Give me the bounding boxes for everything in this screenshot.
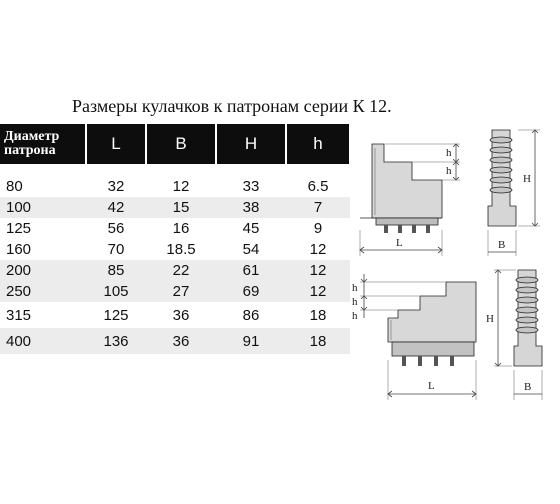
cell-L: 105 (86, 281, 146, 302)
dim-B-bottom: B (524, 381, 532, 393)
cell-diameter: 80 (6, 178, 23, 195)
dim-h-b3: h (352, 310, 358, 322)
cell-diameter: 315 (6, 306, 32, 324)
cell-diameter: 250 (0, 281, 86, 302)
cell-B: 16 (172, 220, 190, 237)
dim-L-bottom: L (428, 380, 435, 392)
cell-H: 91 (216, 328, 286, 354)
cell-H: 61 (216, 260, 286, 281)
header-H: H (216, 124, 286, 164)
jaw-side-view-bottom (352, 274, 476, 400)
cell-B: 22 (146, 260, 216, 281)
cell-B: 18.5 (166, 241, 196, 258)
header-h: h (286, 124, 350, 164)
cell-diameter: 125 (6, 220, 32, 237)
header-chuck-diameter: Диаметр патрона (0, 124, 86, 164)
cell-B: 36 (146, 328, 216, 354)
cell-H: 33 (242, 178, 260, 195)
cell-h: 7 (286, 197, 350, 218)
cell-L: 42 (86, 197, 146, 218)
cell-H: 54 (242, 241, 260, 258)
cell-L: 125 (103, 306, 129, 324)
cell-h: 9 (313, 220, 323, 237)
jaw-front-view-bottom (486, 270, 542, 400)
dim-B-top: B (498, 239, 506, 251)
cell-L: 136 (86, 328, 146, 354)
cell-H: 38 (216, 197, 286, 218)
cell-L: 32 (107, 178, 125, 195)
header-B: B (146, 124, 216, 164)
cell-diameter: 400 (0, 328, 86, 354)
dim-h-2: h (446, 165, 452, 177)
cell-B: 27 (146, 281, 216, 302)
cell-L: 85 (86, 260, 146, 281)
cell-diameter: 100 (0, 197, 86, 218)
dim-h-b2: h (352, 296, 358, 308)
dim-H-top: H (523, 173, 531, 185)
header-L: L (86, 124, 146, 164)
jaw-front-view-top (488, 130, 540, 256)
page-title: Размеры кулачков к патронам серии К 12. (72, 96, 392, 116)
jaw-side-view-top (360, 144, 460, 256)
cell-h: 18 (309, 306, 327, 324)
cell-h: 12 (286, 281, 350, 302)
cell-h: 12 (286, 260, 350, 281)
cell-diameter: 200 (0, 260, 86, 281)
dim-h-1: h (446, 147, 452, 159)
cell-H: 69 (216, 281, 286, 302)
cell-diameter: 160 (6, 241, 32, 258)
cell-B: 15 (146, 197, 216, 218)
cell-B: 12 (172, 178, 190, 195)
cell-h: 12 (309, 241, 327, 258)
cell-L: 56 (107, 220, 125, 237)
dim-H-bottom: H (486, 313, 494, 325)
dim-h-b1: h (352, 282, 358, 294)
cell-B: 36 (172, 306, 190, 324)
cell-L: 70 (107, 241, 125, 258)
cell-H: 86 (242, 306, 260, 324)
cell-H: 45 (242, 220, 260, 237)
dim-L-top: L (396, 237, 403, 249)
cell-h: 6.5 (307, 178, 329, 195)
cell-h: 18 (286, 328, 350, 354)
